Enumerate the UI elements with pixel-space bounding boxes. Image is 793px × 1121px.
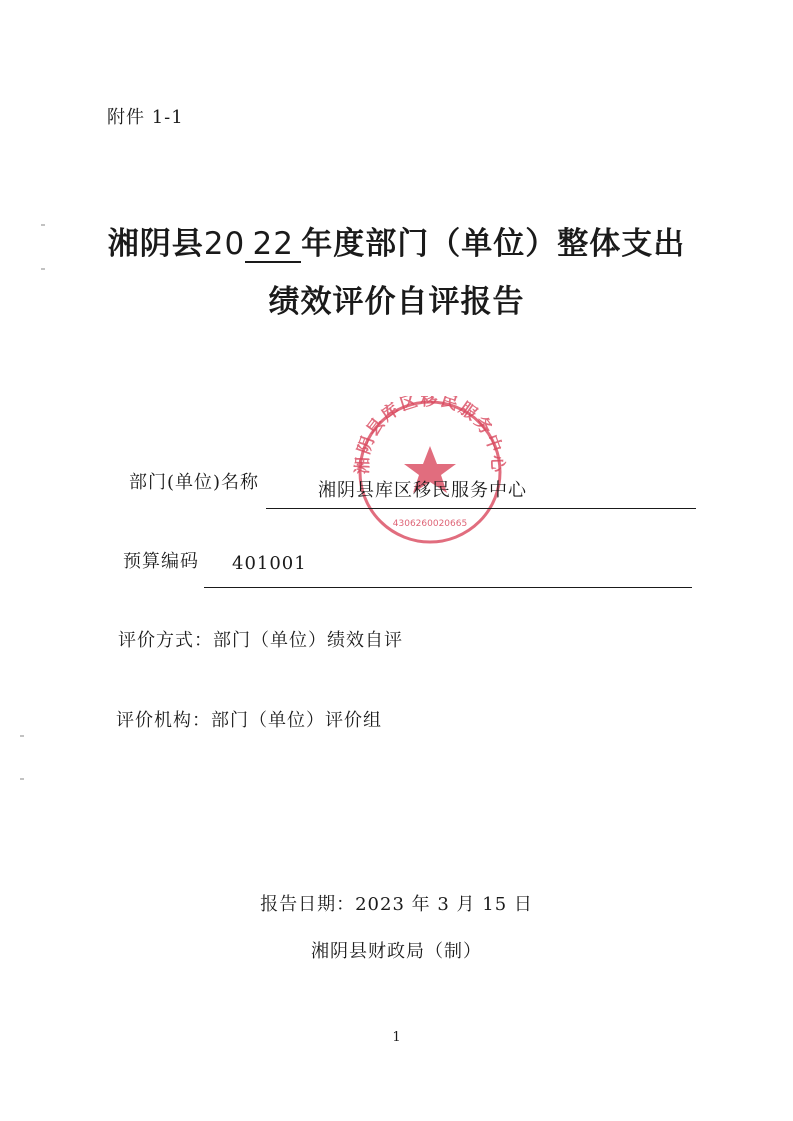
seal-code: 4306260020665 <box>392 519 468 529</box>
title-year-prefix: 20 <box>203 226 246 262</box>
scan-speck <box>41 224 45 226</box>
dept-name-label: 部门(单位)名称 <box>129 472 260 493</box>
budget-code-value: 401001 <box>232 553 307 574</box>
budget-code-label: 预算编码 <box>123 551 199 572</box>
scan-speck <box>41 268 45 270</box>
title-year-suffix: 22 <box>245 228 301 263</box>
page-number: 1 <box>392 1030 401 1045</box>
evaluation-org-value: 部门（单位）评价组 <box>211 710 382 731</box>
report-title-line-1 <box>0 218 793 263</box>
report-date-label: 报告日期： <box>260 894 356 915</box>
evaluation-org <box>116 706 382 732</box>
seal-graphic <box>345 396 513 546</box>
report-date-value: 2023 年 3 月 15 日 <box>355 894 533 915</box>
seal-text: 湘阴县库区移民服务中心 <box>352 396 508 475</box>
budget-code-underline <box>204 587 692 588</box>
scan-speck <box>20 735 24 737</box>
title-county: 湘阴县 <box>107 226 204 262</box>
issuing-authority: 湘阴县财政局（制） <box>311 941 482 962</box>
evaluation-method <box>118 626 403 652</box>
evaluation-org-label: 评价机构： <box>116 710 211 731</box>
evaluation-method-label: 评价方式： <box>118 630 213 651</box>
report-date <box>0 890 793 916</box>
report-title-line-2: 绩效评价自评报告 <box>268 284 525 320</box>
official-seal <box>345 396 513 546</box>
attachment-label: 附件 1-1 <box>107 107 184 128</box>
dept-name-underline <box>266 508 696 509</box>
title-rest: 年度部门（单位）整体支出 <box>301 226 686 262</box>
dept-name-value: 湘阴县库区移民服务中心 <box>318 480 527 501</box>
scan-speck <box>20 778 24 780</box>
evaluation-method-value: 部门（单位）绩效自评 <box>213 630 403 651</box>
